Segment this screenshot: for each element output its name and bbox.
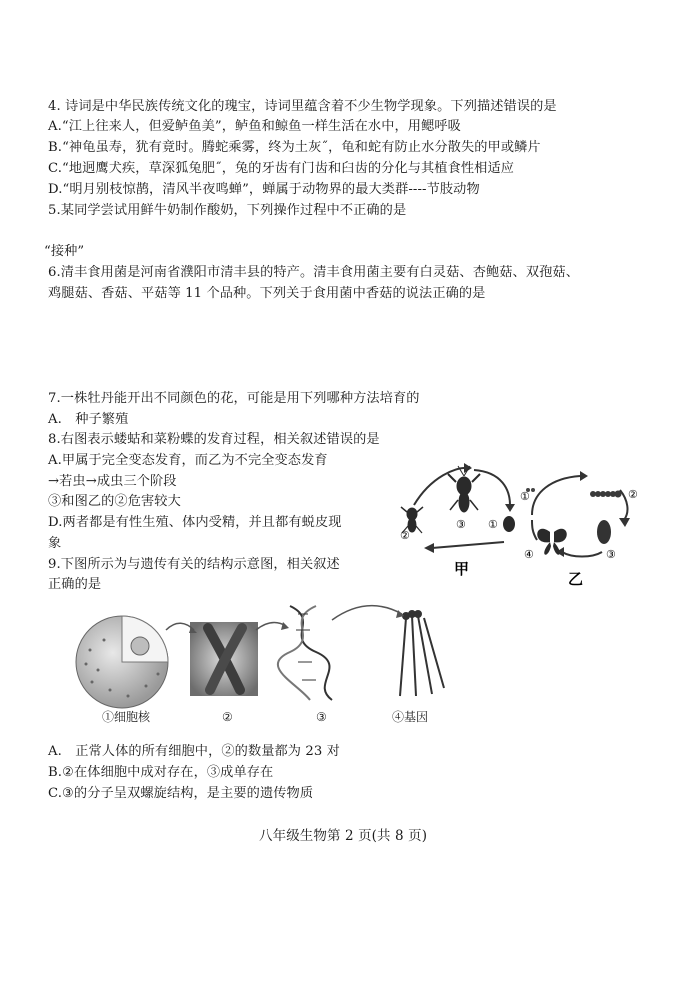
flow-arrowhead-2: [281, 622, 289, 630]
pupa-icon: [597, 520, 611, 544]
yi-label-2: ②: [628, 488, 638, 501]
q4-option-c: C.“地迥鹰犬疾，草深狐兔肥˝，兔的牙齿有门齿和臼齿的分化与其植食性相适应: [48, 161, 515, 176]
cycle-yi-arrow-bottom: [562, 552, 602, 557]
cycle-yi: [532, 476, 627, 557]
arrowhead-3: [424, 543, 434, 553]
caterpillar-icon: [590, 491, 622, 498]
q9-option-b: B.②在体细胞中成对存在，③成单存在: [48, 765, 274, 780]
label-jia: 甲: [454, 560, 470, 578]
arrowhead-2: [505, 504, 515, 512]
cycle-jia-arrow-bottom: [432, 542, 504, 548]
jia-label-1: ①: [488, 518, 498, 531]
cycle-yi-arrow-top: [532, 476, 580, 515]
q4-option-b: B.“神龟虽寿，犹有竟时。腾蛇乘雾，终为土灰˝，龟和蛇有防止水分散失的甲或鳞片: [48, 140, 541, 155]
q8-option-a: A.甲属于完全变态发育，而乙为不完全变态发育: [48, 453, 328, 468]
q7-stem: 7.一株牡丹能开出不同颜色的花，可能是用下列哪种方法培育的: [48, 391, 420, 406]
jia-label-2: ②: [400, 529, 410, 542]
arrowhead-1: [464, 463, 472, 473]
q7-option-a: A. 种子繁殖: [48, 412, 129, 427]
cycle-jia-arrow-top: [414, 468, 464, 505]
yi-label-1: ①: [520, 490, 530, 503]
q8-life-cycle-figure: [392, 460, 642, 590]
q4-option-d: D.“明月别枝惊鹊，清风半夜鸣蝉”，蝉属于动物界的最大类群----节肢动物: [48, 182, 480, 197]
q8-option-d-line1: D.两者都是有性生殖、体内受精，并且都有蜕皮现: [48, 515, 342, 530]
cycle-yi-arrow-left: [532, 520, 537, 540]
q8-stem: 8.右图表示蝼蛄和菜粉蝶的发育过程，相关叙述错误的是: [48, 432, 380, 447]
q4-option-a: A.“江上往来人，但爱鲈鱼美”，鲈鱼和鲸鱼一样生活在水中，用鳃呼吸: [48, 119, 461, 134]
gene-icon: [400, 611, 444, 696]
q9-caption-chromosome: ②: [222, 710, 233, 724]
q8-fragment-2: ③和图乙的②危害较大: [48, 494, 181, 509]
q9-caption-gene: ④基因: [392, 710, 429, 724]
cell-nucleus-icon: [76, 616, 168, 708]
arrowhead-4: [580, 471, 588, 481]
q6-stem-line2: 鸡腿菇、香菇、平菇等 11 个品种。下列关于食用菌中香菇的说法正确的是: [48, 286, 486, 301]
q9-stem-line2: 正确的是: [48, 577, 102, 592]
q9-option-a: A. 正常人体的所有细胞中，②的数量都为 23 对: [48, 744, 340, 759]
mole-cricket-egg-icon: [503, 516, 515, 532]
label-yi: 乙: [568, 570, 584, 588]
q5-stem: 5.某同学尝试用鲜牛奶制作酸奶，下列操作过程中不正确的是: [48, 203, 407, 218]
q9-stem-line1: 9.下图所示为与遗传有关的结构示意图，相关叙述: [48, 557, 340, 572]
q9-option-c: C.③的分子呈双螺旋结构，是主要的遗传物质: [48, 786, 314, 801]
q4-stem: 4. 诗词是中华民族传统文化的瑰宝，诗词里蕴含着不少生物学现象。下列描述错误的是: [48, 99, 557, 114]
yi-label-3: ③: [606, 548, 616, 561]
q5-fragment: “接种”: [44, 244, 85, 259]
page-footer: 八年级生物第 2 页(共 8 页): [259, 828, 428, 844]
q8-fragment-1: →若虫→成虫三个阶段: [48, 474, 177, 489]
chromosome-icon: [190, 622, 258, 696]
q6-stem-line1: 6.清丰食用菌是河南省濮阳市清丰县的特产。清丰食用菌主要有白灵菇、杏鲍菇、双孢菇、: [48, 265, 579, 280]
q9-caption-nucleus: ①细胞核: [102, 710, 151, 724]
arrowhead-5: [619, 518, 630, 527]
dna-helix-icon: [278, 606, 332, 700]
q9-genetics-figure: [70, 600, 450, 712]
q8-option-d-line2: 象: [48, 536, 62, 551]
q9-caption-dna: ③: [316, 710, 327, 724]
yi-label-4: ④: [524, 548, 534, 561]
jia-label-3: ③: [456, 518, 466, 531]
